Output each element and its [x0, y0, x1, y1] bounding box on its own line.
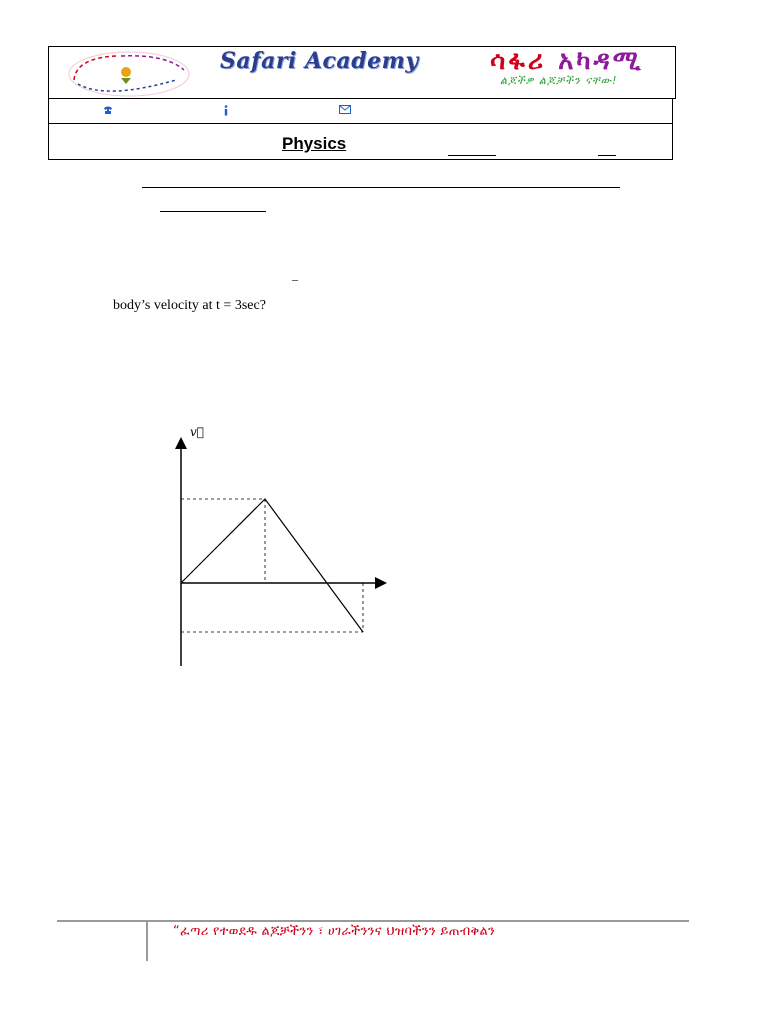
- question-text: body’s velocity at t = 3sec?: [113, 298, 266, 313]
- brand-tagline: ልጆችዎ ልጆቻችን ናቸው!: [500, 74, 618, 87]
- velocity-time-graph: [168, 418, 400, 674]
- contact-row: [48, 99, 673, 124]
- footer-rule: [57, 920, 689, 922]
- y-axis-label: v⃗: [190, 425, 204, 439]
- title-underline: [142, 187, 620, 188]
- subtitle-underline: [160, 211, 266, 212]
- info-icon: [223, 105, 229, 120]
- subject-label: Physics: [282, 134, 347, 153]
- footer-divider: [146, 921, 148, 961]
- brand-amharic-title: [490, 46, 644, 77]
- brand-amharic-word-2: አካዳሚ: [558, 46, 644, 76]
- dash-mark: –: [292, 272, 298, 286]
- phone-icon: [103, 105, 113, 119]
- brand-amharic-word-1: ሳፋሪ: [490, 46, 547, 76]
- velocity-line: [181, 499, 363, 632]
- safari-academy-logo: [66, 50, 192, 98]
- email-icon: [339, 105, 351, 118]
- brand-title: Safari Academy: [220, 48, 419, 74]
- blank-line: [448, 155, 496, 156]
- blank-line: [598, 155, 616, 156]
- footer-quote: “ፈጣሪ የተወደዱ ልጆቻችንን ፣ ሀገራችንንና ህዝባችንን ይጠብቅልን: [173, 924, 496, 939]
- subject-row: [48, 124, 673, 160]
